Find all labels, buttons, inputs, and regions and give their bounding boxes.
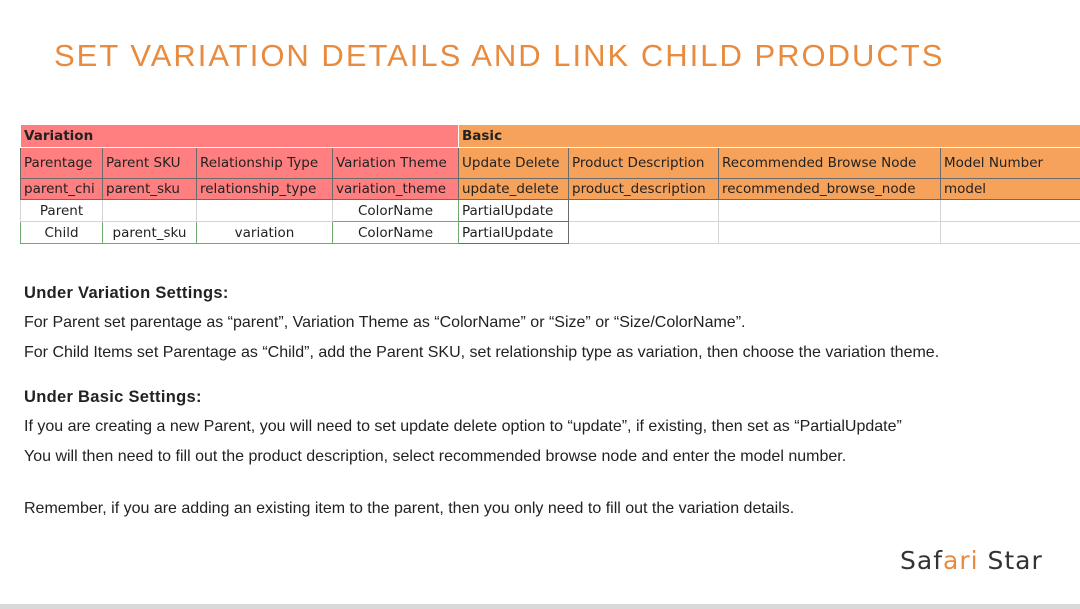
col-key-product-description: product_description (569, 179, 719, 200)
col-key-update-delete: update_delete (459, 179, 569, 200)
col-label-model-number: Model Number (941, 148, 1080, 179)
cell-relationship-type: variation (197, 222, 333, 244)
cell-product-description (569, 222, 719, 244)
col-key-parent-sku: parent_sku (103, 179, 197, 200)
basic-settings-heading: Under Basic Settings: (24, 388, 202, 406)
group-header-row (21, 125, 1080, 148)
col-key-relationship-type: relationship_type (197, 179, 333, 200)
cell-update-delete: PartialUpdate (459, 200, 569, 222)
cell-parentage: Child (21, 222, 103, 244)
cell-product-description (569, 200, 719, 222)
col-key-model: model (941, 179, 1080, 200)
col-key-variation-theme: variation_theme (333, 179, 459, 200)
basic-group-label: Basic (459, 125, 1080, 148)
variation-parent-instruction: For Parent set parentage as “parent”, Variation Theme as “ColorName” or “Size” or “Size/ColorName”. (24, 314, 746, 331)
cell-model (941, 200, 1080, 222)
col-label-variation-theme: Variation Theme (333, 148, 459, 179)
cell-model (941, 222, 1080, 244)
table-row (21, 222, 1080, 244)
col-key-parentage: parent_chi (21, 179, 103, 200)
cell-recommended-browse-node (719, 200, 941, 222)
spreadsheet-excerpt (20, 124, 1080, 244)
cell-relationship-type (197, 200, 333, 222)
col-label-parent-sku: Parent SKU (103, 148, 197, 179)
variation-settings-heading: Under Variation Settings: (24, 284, 229, 302)
cell-variation-theme: ColorName (333, 222, 459, 244)
reminder-text: Remember, if you are adding an existing item to the parent, then you only need to fill out the variation details. (24, 500, 795, 517)
column-key-row (21, 179, 1080, 200)
col-label-recommended-browse-node: Recommended Browse Node (719, 148, 941, 179)
safari-star-logo: Safari Star (900, 546, 1043, 575)
cell-update-delete: PartialUpdate (459, 222, 569, 244)
variation-child-instruction: For Child Items set Parentage as “Child”, add the Parent SKU, set relationship type as variation, then choose the variation theme. (24, 344, 940, 361)
slide-body (24, 282, 1064, 520)
slide-title: SET VARIATION DETAILS AND LINK CHILD PRODUCTS (54, 38, 945, 73)
col-label-relationship-type: Relationship Type (197, 148, 333, 179)
col-label-product-description: Product Description (569, 148, 719, 179)
col-key-recommended-browse-node: recommended_browse_node (719, 179, 941, 200)
column-label-row (21, 148, 1080, 179)
spreadsheet-table (20, 124, 1080, 244)
cell-parentage: Parent (21, 200, 103, 222)
table-row (21, 200, 1080, 222)
basic-update-instruction: If you are creating a new Parent, you will need to set update delete option to “update”, if existing, then set as “PartialUpdate” (24, 418, 902, 435)
cell-recommended-browse-node (719, 222, 941, 244)
col-label-parentage: Parentage (21, 148, 103, 179)
col-label-update-delete: Update Delete (459, 148, 569, 179)
bottom-divider (0, 604, 1080, 609)
cell-parent-sku (103, 200, 197, 222)
basic-fill-instruction: You will then need to fill out the product description, select recommended browse node and enter the model number. (24, 448, 847, 465)
cell-variation-theme: ColorName (333, 200, 459, 222)
cell-parent-sku: parent_sku (103, 222, 197, 244)
variation-group-label: Variation (21, 125, 459, 148)
